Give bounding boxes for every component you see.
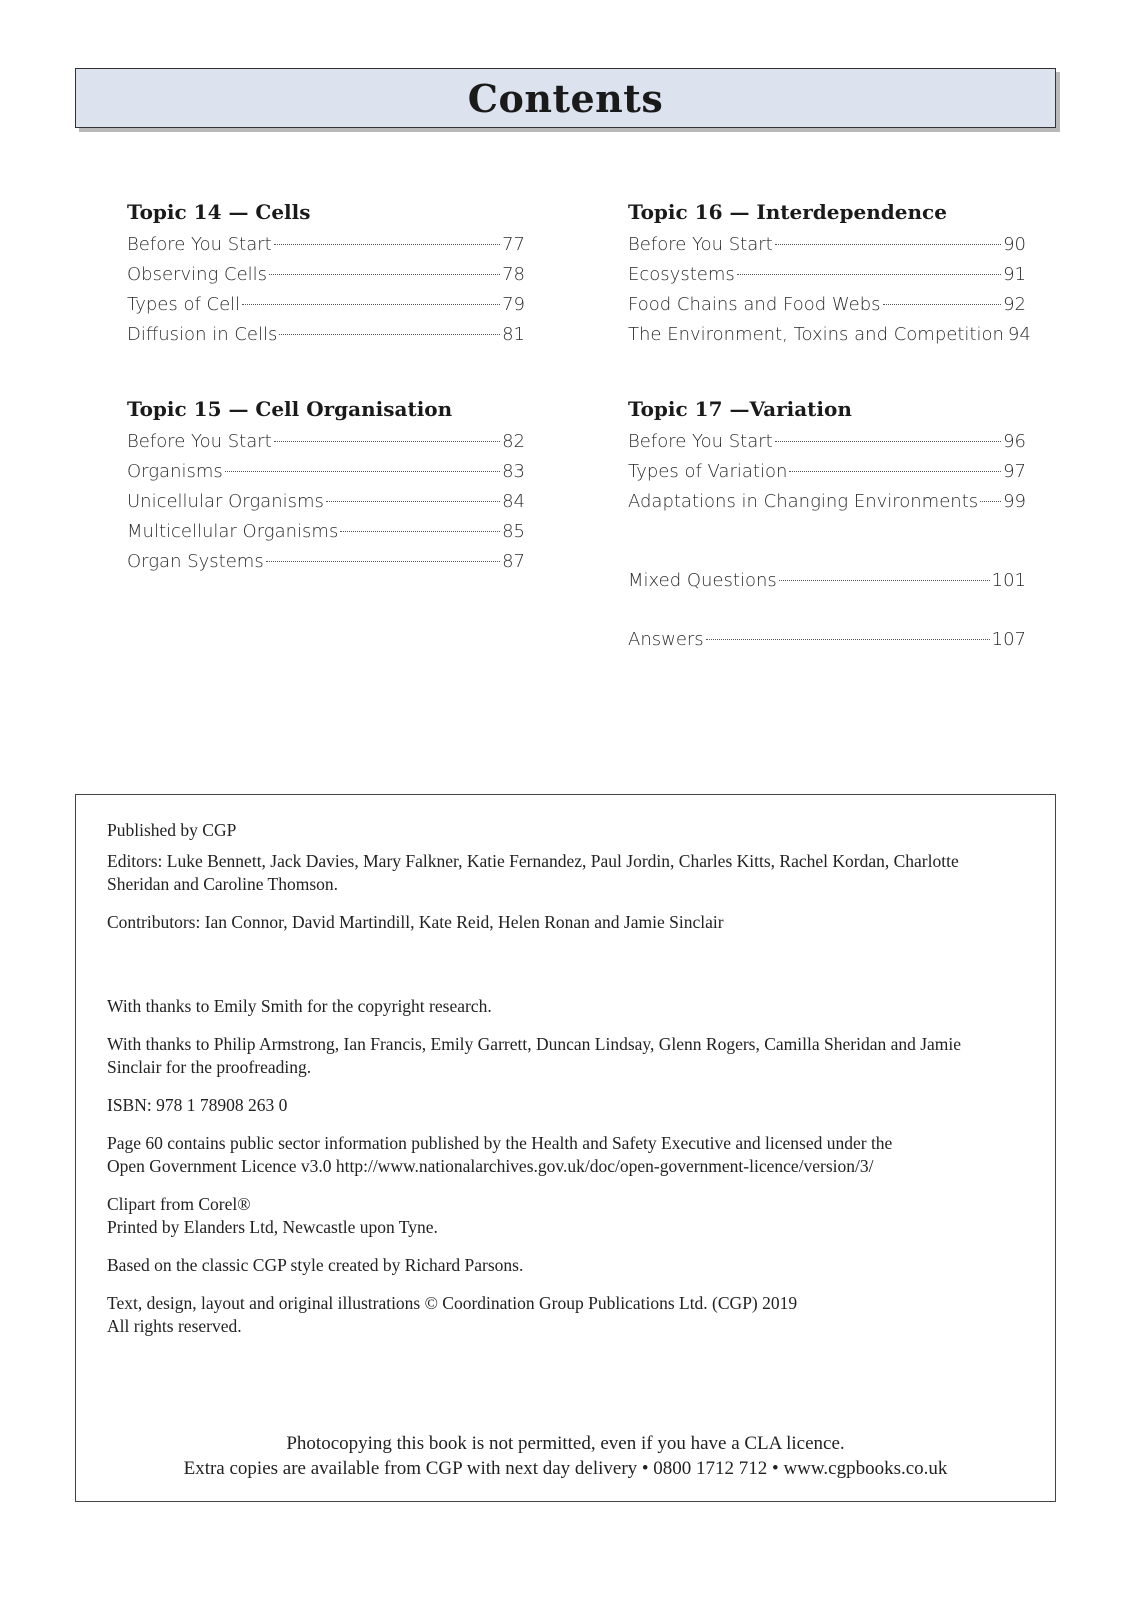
- toc-entry[interactable]: [127, 487, 525, 517]
- dot-leader: [706, 639, 990, 640]
- toc-entry-label: Types of Variation: [628, 461, 788, 482]
- toc-entry[interactable]: [127, 517, 525, 547]
- dot-leader: [340, 531, 500, 532]
- dot-leader: [980, 501, 1001, 502]
- dot-leader: [274, 441, 500, 442]
- editors: Editors: Luke Bennett, Jack Davies, Mary Falkner, Katie Fernandez, Paul Jordin, Charles Kitts, Rachel Kordan, Charlotte Sheridan and Caroline Thomson.: [107, 851, 959, 894]
- toc-entry-page: 87: [502, 551, 525, 572]
- isbn: ISBN: 978 1 78908 263 0: [107, 1095, 288, 1115]
- mixed-questions-section: [628, 566, 1026, 596]
- toc-entry[interactable]: [628, 487, 1026, 517]
- toc-entry-label: Diffusion in Cells: [127, 324, 278, 345]
- toc-entry[interactable]: [628, 320, 1031, 350]
- printed-by: Printed by Elanders Ltd, Newcastle upon Tyne.: [107, 1217, 438, 1237]
- toc-entry-page: 84: [502, 491, 525, 512]
- dot-leader: [266, 561, 500, 562]
- toc-entry-page: 90: [1003, 234, 1026, 255]
- answers-section: [628, 625, 1026, 655]
- toc-entry-label: Mixed Questions: [628, 570, 777, 591]
- toc-entry-page: 82: [502, 431, 525, 452]
- publication-info-box: [75, 794, 1056, 1502]
- topic-section-16: [628, 198, 1031, 350]
- toc-entry-page: 83: [502, 461, 525, 482]
- toc-entry-label: Unicellular Organisms: [127, 491, 324, 512]
- toc-entry-page: 78: [502, 264, 525, 285]
- toc-entry[interactable]: [127, 290, 525, 320]
- toc-entry-page: 107: [991, 629, 1026, 650]
- toc-entry[interactable]: [127, 260, 525, 290]
- toc-entry-page: 85: [502, 521, 525, 542]
- dot-leader: [326, 501, 500, 502]
- footer-line-2: Extra copies are available from CGP with next day delivery • 0800 1712 712 • www.cgpbooks.co.uk: [183, 1458, 948, 1479]
- contributors: Contributors: Ian Connor, David Martindill, Kate Reid, Helen Ronan and Jamie Sinclair: [107, 912, 724, 932]
- based-on: Based on the classic CGP style created by Richard Parsons.: [107, 1255, 524, 1275]
- toc-entry-label: Food Chains and Food Webs: [628, 294, 881, 315]
- rights-reserved: All rights reserved.: [107, 1316, 242, 1336]
- topic-heading: Topic 17 —Variation: [628, 397, 852, 421]
- toc-entry-label: Before You Start: [628, 431, 773, 452]
- page-title: Contents: [467, 75, 664, 121]
- toc-entry-label: Multicellular Organisms: [127, 521, 339, 542]
- publication-details: [107, 819, 1007, 1338]
- topic-section-15: [127, 395, 525, 577]
- toc-entry-label: Answers: [628, 629, 704, 650]
- licence-line-2: Open Government Licence v3.0 http://www.nationalarchives.gov.uk/doc/open-government-licence/version/3/: [107, 1156, 874, 1176]
- toc-entry-page: 91: [1003, 264, 1026, 285]
- toc-entry-mixed-questions[interactable]: [628, 566, 1026, 596]
- dot-leader: [242, 304, 500, 305]
- topic-heading: Topic 14 — Cells: [127, 200, 311, 224]
- clipart-credit: Clipart from Corel®: [107, 1194, 251, 1214]
- dot-leader: [883, 304, 1002, 305]
- topic-heading: Topic 15 — Cell Organisation: [127, 397, 453, 421]
- copyright-notice: Text, design, layout and original illustrations © Coordination Group Publications Ltd. (CGP) 2019: [107, 1293, 798, 1313]
- toc-entry[interactable]: [628, 230, 1026, 260]
- toc-entry[interactable]: [628, 427, 1026, 457]
- toc-entry-page: 77: [502, 234, 525, 255]
- toc-entry-label: The Environment, Toxins and Competition: [628, 324, 1004, 345]
- toc-entry-page: 79: [502, 294, 525, 315]
- toc-entry-label: Organisms: [127, 461, 223, 482]
- dot-leader: [789, 471, 1001, 472]
- toc-entry-label: Before You Start: [127, 234, 272, 255]
- dot-leader: [737, 274, 1001, 275]
- toc-entry-label: Adaptations in Changing Environments: [628, 491, 979, 512]
- toc-entry-page: 97: [1003, 461, 1026, 482]
- contents-title-banner: [75, 68, 1056, 128]
- toc-entry-page: 101: [991, 570, 1026, 591]
- dot-leader: [269, 274, 500, 275]
- topic-section-14: [127, 198, 525, 350]
- toc-entry-label: Organ Systems: [127, 551, 264, 572]
- dot-leader: [274, 244, 500, 245]
- published-by: Published by CGP: [107, 820, 237, 840]
- toc-entry-page: 99: [1003, 491, 1026, 512]
- thanks-copyright: With thanks to Emily Smith for the copyright research.: [107, 996, 492, 1016]
- dot-leader: [279, 334, 500, 335]
- topic-heading: Topic 16 — Interdependence: [628, 200, 947, 224]
- toc-entry-label: Ecosystems: [628, 264, 735, 285]
- photocopy-notice: [76, 1431, 1055, 1481]
- toc-entry-label: Before You Start: [127, 431, 272, 452]
- toc-entry-page: 81: [502, 324, 525, 345]
- toc-entry-label: Observing Cells: [127, 264, 268, 285]
- toc-entry[interactable]: [127, 547, 525, 577]
- toc-entry[interactable]: [127, 457, 525, 487]
- toc-entry-page: 94: [1007, 324, 1031, 345]
- licence-line-1: Page 60 contains public sector information published by the Health and Safety Executive and licensed under the: [107, 1133, 893, 1153]
- toc-entry[interactable]: [127, 230, 525, 260]
- toc-entry-label: Before You Start: [628, 234, 773, 255]
- topic-section-17: [628, 395, 1026, 517]
- toc-entry-page: 96: [1003, 431, 1026, 452]
- footer-line-1: Photocopying this book is not permitted, even if you have a CLA licence.: [286, 1433, 845, 1454]
- dot-leader: [225, 471, 500, 472]
- dot-leader: [775, 244, 1001, 245]
- toc-entry[interactable]: [127, 320, 525, 350]
- toc-entry-answers[interactable]: [628, 625, 1026, 655]
- toc-entry[interactable]: [628, 290, 1026, 320]
- toc-entry[interactable]: [628, 457, 1026, 487]
- toc-entry[interactable]: [628, 260, 1026, 290]
- toc-entry-page: 92: [1003, 294, 1026, 315]
- dot-leader: [775, 441, 1001, 442]
- toc-entry[interactable]: [127, 427, 525, 457]
- toc-entry-label: Types of Cell: [127, 294, 241, 315]
- thanks-proofreading: With thanks to Philip Armstrong, Ian Francis, Emily Garrett, Duncan Lindsay, Glenn Rogers, Camilla Sheridan and Jamie Sinclair for the proofreading.: [107, 1034, 962, 1077]
- dot-leader: [779, 580, 990, 581]
